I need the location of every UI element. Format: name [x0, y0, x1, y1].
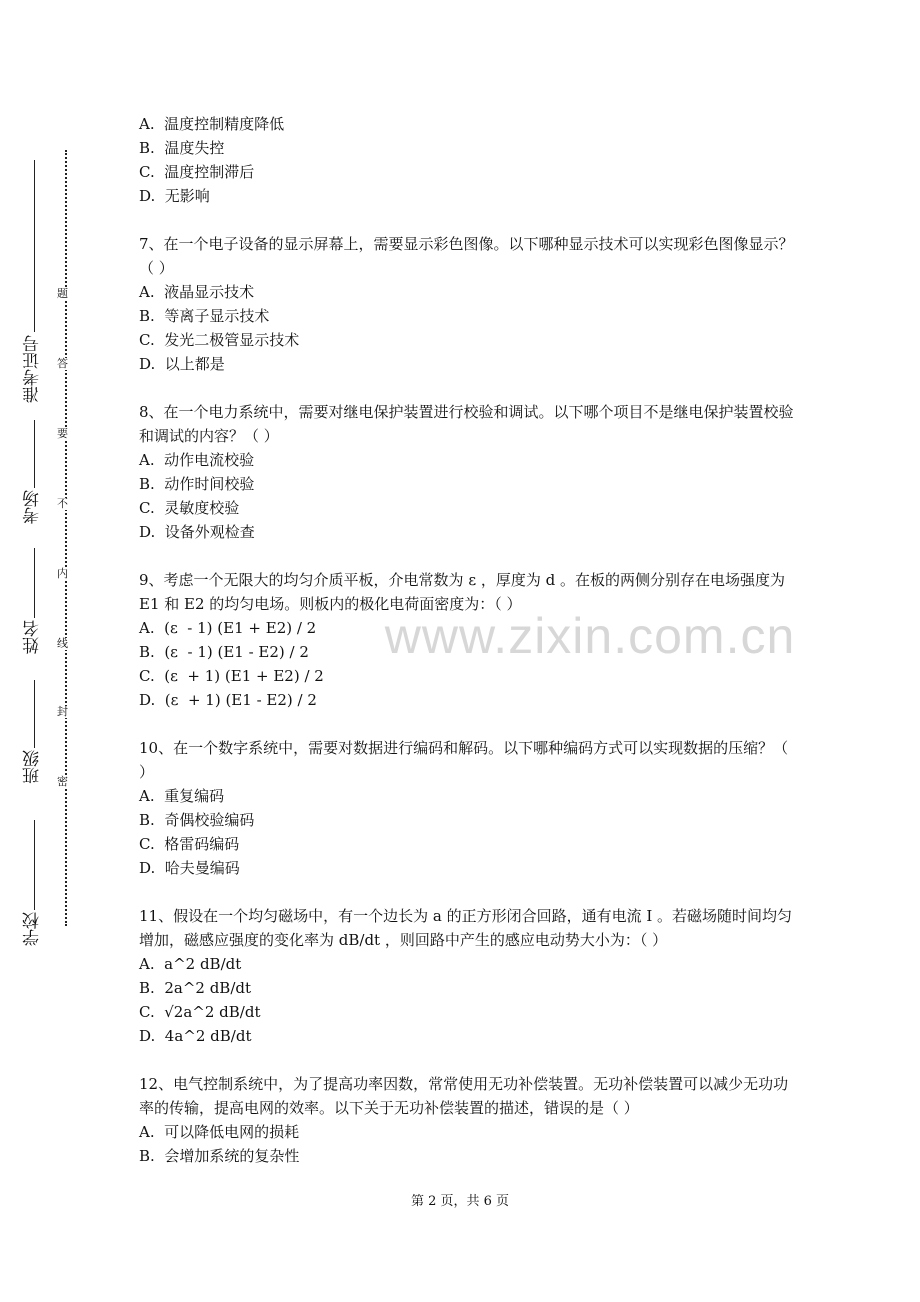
class-label: 班级	[23, 750, 43, 784]
option: C. 发光二极管显示技术	[139, 331, 300, 349]
question-list	[139, 112, 799, 1168]
option: B. 会增加系统的复杂性	[139, 1147, 300, 1165]
option: D. 4a^2 dB/dt	[139, 1027, 252, 1045]
option: B. 奇偶校验编码	[139, 811, 255, 829]
question-stem: 8、在一个电力系统中，需要对继电保护装置进行校验和调试。以下哪个项目不是继电保护装置校验和调试的内容？（ ）	[139, 403, 794, 445]
option: A. 温度控制精度降低	[139, 115, 285, 133]
option: D. 哈夫曼编码	[139, 859, 240, 877]
option: D. 无影响	[139, 187, 210, 205]
page-footer: 第 2 页，共 6 页	[410, 1194, 510, 1209]
seal-char: 封	[57, 705, 68, 718]
name-label: 姓名	[23, 620, 43, 654]
question-stem: 10、在一个数字系统中，需要对数据进行编码和解码。以下哪种编码方式可以实现数据的压缩？（ ）	[139, 739, 789, 781]
option: A. 重复编码	[139, 787, 225, 805]
question-7	[139, 232, 799, 376]
question-12	[139, 1072, 799, 1168]
option: D. (ε + 1) (E1 - E2) / 2	[139, 691, 317, 709]
school-blank	[34, 820, 35, 910]
option: A. 可以降低电网的损耗	[139, 1123, 300, 1141]
option: A. (ε - 1) (E1 + E2) / 2	[139, 619, 317, 637]
option: A. a^2 dB/dt	[139, 955, 242, 973]
option: A. 液晶显示技术	[139, 283, 255, 301]
seal-char: 内	[57, 567, 68, 580]
exam-id-label: 准考证号	[23, 335, 43, 403]
seal-char: 线	[57, 637, 68, 650]
option: B. 动作时间校验	[139, 475, 255, 493]
exam-room-blank	[34, 420, 35, 488]
option: B. 等离子显示技术	[139, 307, 270, 325]
seal-char: 不	[57, 497, 68, 510]
question-11	[139, 904, 799, 1048]
class-blank	[34, 680, 35, 748]
question-8	[139, 400, 799, 544]
option: C. √2a^2 dB/dt	[139, 1003, 261, 1021]
question-stem: 11、假设在一个均匀磁场中，有一个边长为 a 的正方形闭合回路，通有电流 I 。若磁场随时间均匀增加，磁感应强度的变化率为 dB/dt ，则回路中产生的感应电动势大小为：（ ）	[139, 907, 793, 949]
school-label: 学校	[23, 912, 43, 946]
exam-room-label: 考场	[23, 490, 43, 524]
option: D. 以上都是	[139, 355, 225, 373]
seal-char: 密	[57, 775, 68, 788]
question-10	[139, 736, 799, 880]
watermark: www.zixin.com.cn	[384, 608, 796, 664]
option: C. 温度控制滞后	[139, 163, 255, 181]
exam-id-blank	[34, 160, 35, 332]
seal-line	[65, 150, 67, 926]
option: B. 温度失控	[139, 139, 225, 157]
question-stem: 12、电气控制系统中，为了提高功率因数，常常使用无功补偿装置。无功补偿装置可以减少无功功率的传输，提高电网的效率。以下关于无功补偿装置的描述，错误的是（ ）	[139, 1075, 789, 1117]
seal-char: 要	[57, 427, 68, 440]
option: A. 动作电流校验	[139, 451, 255, 469]
name-blank	[34, 548, 35, 618]
question-9	[139, 568, 799, 712]
option: C. (ε + 1) (E1 + E2) / 2	[139, 667, 324, 685]
option: B. 2a^2 dB/dt	[139, 979, 252, 997]
option: C. 格雷码编码	[139, 835, 240, 853]
seal-char: 题	[57, 287, 68, 300]
question-6-options	[139, 112, 799, 208]
seal-char: 答	[57, 357, 68, 370]
question-stem: 9、考虑一个无限大的均匀介质平板，介电常数为 ε ，厚度为 d 。在板的两侧分别存在电场强度为 E1 和 E2 的均匀电场。则板内的极化电荷面密度为：（ ）	[139, 571, 785, 613]
option: D. 设备外观检查	[139, 523, 255, 541]
option: B. (ε - 1) (E1 - E2) / 2	[139, 643, 309, 661]
option: C. 灵敏度校验	[139, 499, 240, 517]
question-stem: 7、在一个电子设备的显示屏幕上，需要显示彩色图像。以下哪种显示技术可以实现彩色图像显示？（ ）	[139, 235, 794, 277]
